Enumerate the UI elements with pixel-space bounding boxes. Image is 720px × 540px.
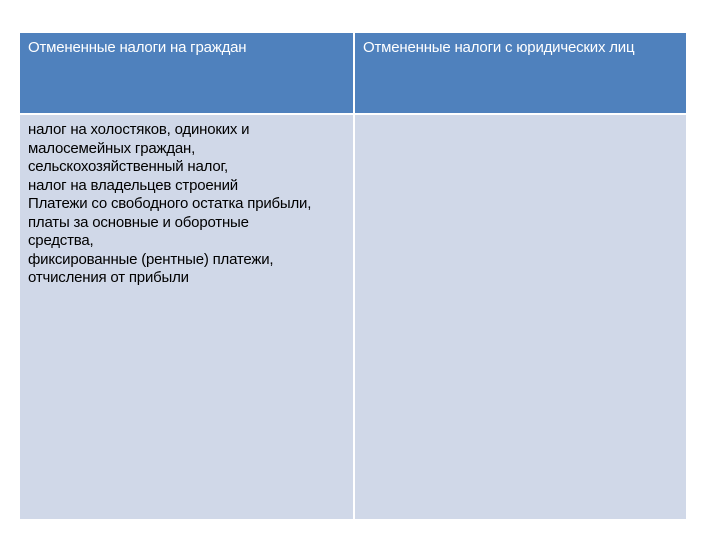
cell-line: налог на холостяков, одиноких и: [28, 121, 250, 138]
header-cell-citizens: Отмененные налоги на граждан: [19, 32, 354, 114]
cell-legal-entities-taxes: [354, 114, 687, 520]
table-header-row: [19, 32, 687, 114]
cell-line: малосемейных граждан,: [28, 139, 196, 157]
cell-line: средства,: [28, 232, 94, 249]
cell-citizens-taxes: [19, 114, 354, 520]
header-cell-legal-entities: Отмененные налоги с юридических лиц: [354, 32, 687, 114]
cell-line: налог на владельцев строений: [28, 176, 238, 194]
cell-line: платы за основные и оборотные: [28, 213, 249, 231]
cell-line: отчисления от прибыли: [28, 269, 189, 286]
table-row: [19, 114, 687, 520]
cell-line: Платежи со свободного остатка прибыли,: [28, 195, 312, 212]
taxes-table: [18, 31, 688, 521]
cell-line: сельскохозяйственный налог,: [28, 158, 228, 175]
cell-line: фиксированные (рентные) платежи,: [28, 250, 274, 268]
